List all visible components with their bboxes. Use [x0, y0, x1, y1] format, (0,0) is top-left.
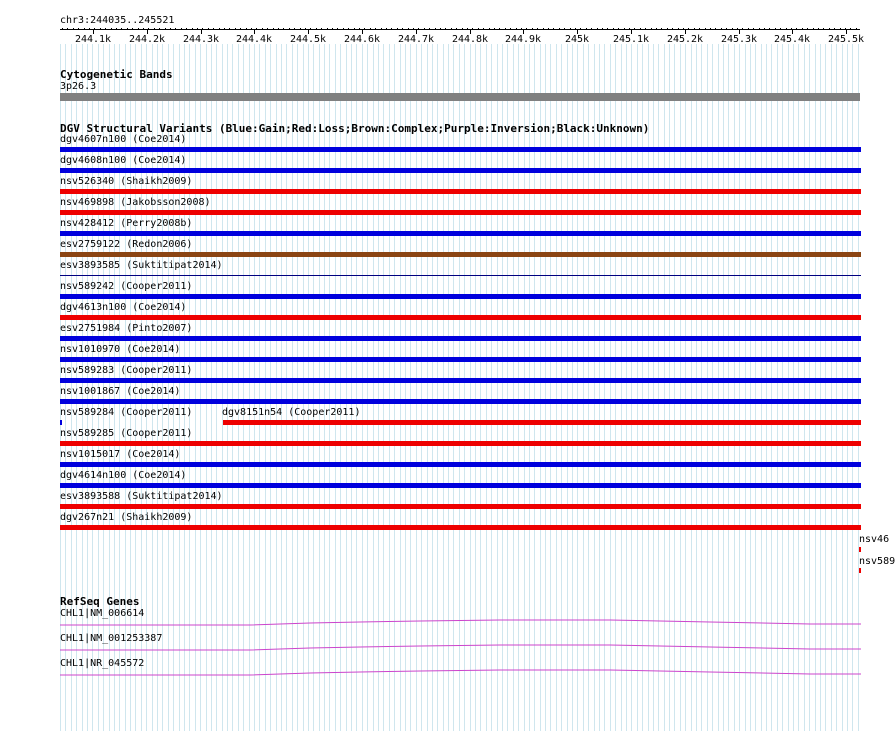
gene-model-line[interactable] — [60, 620, 861, 625]
variant-label[interactable]: nsv589283 (Cooper2011) — [60, 365, 193, 376]
variant-label[interactable]: dgv4613n100 (Coe2014) — [60, 302, 187, 313]
gene-label[interactable]: CHL1|NM_006614 — [60, 608, 145, 619]
ruler-tick-label: 244.5k — [289, 34, 327, 45]
ruler-tick-label: 244.3k — [182, 34, 220, 45]
gene-label[interactable]: CHL1|NR_045572 — [60, 658, 145, 669]
variant-label[interactable]: dgv4614n100 (Coe2014) — [60, 470, 187, 481]
variant-label[interactable]: nsv589285 (Cooper2011) — [60, 428, 193, 439]
variant-label[interactable]: dgv4608n100 (Coe2014) — [60, 155, 187, 166]
track-title-dgv: DGV Structural Variants (Blue:Gain;Red:Loss;Brown:Complex;Purple:Inversion;Black:Unknown) — [60, 122, 650, 135]
variant-label[interactable]: dgv8151n54 (Cooper2011) — [222, 407, 361, 418]
ruler-tick-label: 244.8k — [451, 34, 489, 45]
ruler-tick-label: 244.4k — [235, 34, 273, 45]
ruler-tick-label: 245.1k — [612, 34, 650, 45]
ruler-tick-label: 244.6k — [343, 34, 381, 45]
variant-label[interactable]: nsv1015017 (Coe2014) — [60, 449, 181, 460]
ruler-range-label: chr3:244035..245521 — [60, 15, 175, 26]
variant-label[interactable]: nsv1001867 (Coe2014) — [60, 386, 181, 397]
gene-model-line[interactable] — [60, 645, 861, 650]
variant-label[interactable]: nsv1010970 (Coe2014) — [60, 344, 181, 355]
track-title-refseq: RefSeq Genes — [60, 595, 140, 608]
ruler-tick-label: 245.4k — [773, 34, 811, 45]
variant-label[interactable]: nsv589284 (Cooper2011) — [60, 407, 193, 418]
variant-label[interactable]: dgv267n21 (Shaikh2009) — [60, 512, 193, 523]
gene-label[interactable]: CHL1|NM_001253387 — [60, 633, 163, 644]
ruler-tick-label: 244.9k — [504, 34, 542, 45]
track-title-cytobands: Cytogenetic Bands — [60, 68, 173, 81]
edge-feature-label[interactable]: nsv589 — [859, 556, 895, 567]
variant-label[interactable]: nsv428412 (Perry2008b) — [60, 218, 193, 229]
edge-feature-label[interactable]: nsv46 — [859, 534, 890, 545]
variant-label[interactable]: esv2759122 (Redon2006) — [60, 239, 193, 250]
ruler-tick-label: 245.2k — [666, 34, 704, 45]
ruler-tick-label: 245.3k — [720, 34, 758, 45]
gene-model-line[interactable] — [60, 670, 861, 675]
ruler-tick-label: 244.7k — [397, 34, 435, 45]
variant-label[interactable]: esv3893588 (Suktitipat2014) — [60, 491, 223, 502]
variant-label[interactable]: esv2751984 (Pinto2007) — [60, 323, 193, 334]
variant-label[interactable]: nsv526340 (Shaikh2009) — [60, 176, 193, 187]
variant-label[interactable]: dgv4607n100 (Coe2014) — [60, 134, 187, 145]
cytoband-label: 3p26.3 — [60, 81, 97, 92]
variant-label[interactable]: nsv589242 (Cooper2011) — [60, 281, 193, 292]
ruler-tick-label: 244.2k — [128, 34, 166, 45]
ruler-tick-label: 245.5k — [827, 34, 865, 45]
ruler-tick-label: 244.1k — [74, 34, 112, 45]
variant-label[interactable]: nsv469898 (Jakobsson2008) — [60, 197, 211, 208]
ruler-tick-label: 245k — [564, 34, 590, 45]
variant-label[interactable]: esv3893585 (Suktitipat2014) — [60, 260, 223, 271]
